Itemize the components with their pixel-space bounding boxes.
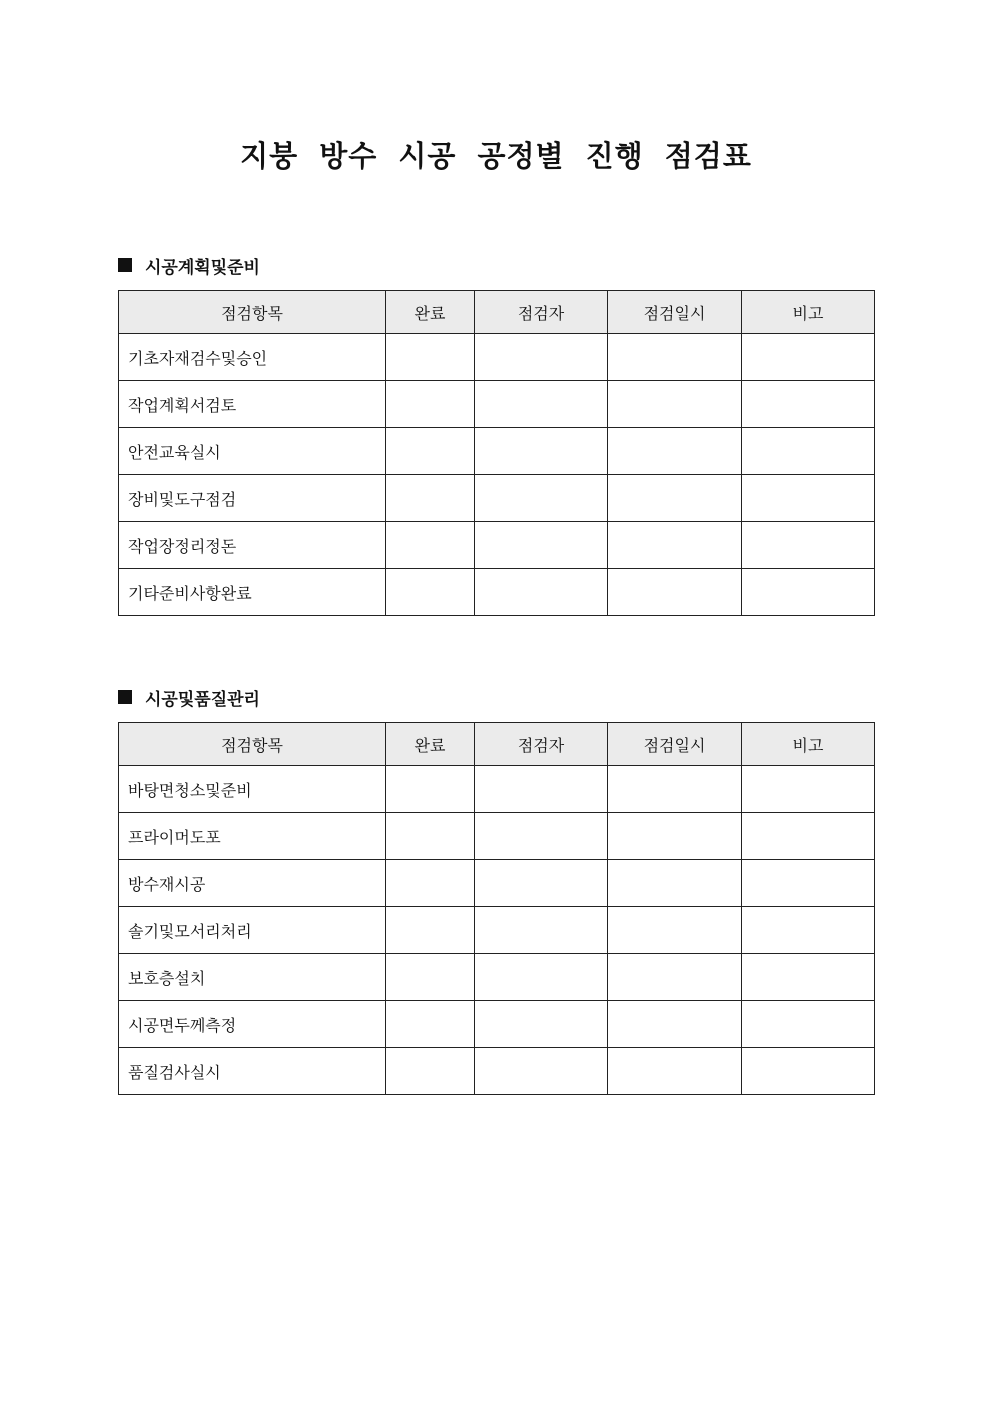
table-row (119, 569, 875, 616)
checklist-table (118, 722, 875, 1095)
check-item: 품질검사실시 (119, 1048, 386, 1095)
date-cell[interactable] (608, 954, 742, 1001)
date-cell[interactable] (608, 334, 742, 381)
check-item: 장비및도구점검 (119, 475, 386, 522)
done-cell[interactable] (386, 475, 475, 522)
table-header-row (119, 291, 875, 334)
column-header: 점검자 (475, 291, 608, 334)
table-row (119, 522, 875, 569)
square-bullet-icon (118, 690, 132, 704)
section-heading-text: 시공계획및준비 (145, 257, 260, 278)
done-cell[interactable] (386, 860, 475, 907)
square-bullet-icon (118, 258, 132, 272)
done-cell[interactable] (386, 1048, 475, 1095)
date-cell[interactable] (608, 860, 742, 907)
done-cell[interactable] (386, 954, 475, 1001)
inspector-cell[interactable] (475, 1048, 608, 1095)
note-cell[interactable] (742, 428, 875, 475)
check-item: 바탕면청소및준비 (119, 766, 386, 813)
check-item: 시공면두께측정 (119, 1001, 386, 1048)
done-cell[interactable] (386, 522, 475, 569)
note-cell[interactable] (742, 522, 875, 569)
column-header: 완료 (386, 723, 475, 766)
section-heading (118, 253, 874, 277)
table-row (119, 381, 875, 428)
date-cell[interactable] (608, 381, 742, 428)
inspector-cell[interactable] (475, 954, 608, 1001)
note-cell[interactable] (742, 1001, 875, 1048)
column-header: 완료 (386, 291, 475, 334)
date-cell[interactable] (608, 813, 742, 860)
column-header: 점검항목 (119, 723, 386, 766)
column-header: 점검일시 (608, 291, 742, 334)
table-row (119, 907, 875, 954)
date-cell[interactable] (608, 1048, 742, 1095)
note-cell[interactable] (742, 907, 875, 954)
inspector-cell[interactable] (475, 522, 608, 569)
check-item: 보호층설치 (119, 954, 386, 1001)
table-row (119, 1001, 875, 1048)
inspector-cell[interactable] (475, 381, 608, 428)
table-header-row (119, 723, 875, 766)
note-cell[interactable] (742, 475, 875, 522)
section-quality (118, 685, 874, 1095)
note-cell[interactable] (742, 381, 875, 428)
date-cell[interactable] (608, 569, 742, 616)
table-row (119, 766, 875, 813)
section-heading (118, 685, 874, 709)
inspector-cell[interactable] (475, 475, 608, 522)
note-cell[interactable] (742, 766, 875, 813)
column-header: 점검항목 (119, 291, 386, 334)
inspector-cell[interactable] (475, 860, 608, 907)
inspector-cell[interactable] (475, 766, 608, 813)
column-header: 점검일시 (608, 723, 742, 766)
section-heading-text: 시공및품질관리 (145, 689, 260, 710)
date-cell[interactable] (608, 522, 742, 569)
check-item: 작업장정리정돈 (119, 522, 386, 569)
date-cell[interactable] (608, 475, 742, 522)
date-cell[interactable] (608, 1001, 742, 1048)
inspector-cell[interactable] (475, 334, 608, 381)
inspector-cell[interactable] (475, 813, 608, 860)
check-item: 안전교육실시 (119, 428, 386, 475)
date-cell[interactable] (608, 907, 742, 954)
inspector-cell[interactable] (475, 428, 608, 475)
table-row (119, 334, 875, 381)
table-row (119, 860, 875, 907)
page-title: 지붕 방수 시공 공정별 진행 점검표 (240, 139, 752, 173)
note-cell[interactable] (742, 860, 875, 907)
done-cell[interactable] (386, 381, 475, 428)
checklist-table (118, 290, 875, 616)
inspector-cell[interactable] (475, 569, 608, 616)
done-cell[interactable] (386, 1001, 475, 1048)
column-header: 비고 (742, 291, 875, 334)
column-header: 점검자 (475, 723, 608, 766)
done-cell[interactable] (386, 813, 475, 860)
note-cell[interactable] (742, 954, 875, 1001)
table-row (119, 954, 875, 1001)
date-cell[interactable] (608, 428, 742, 475)
table-row (119, 475, 875, 522)
check-item: 기타준비사항완료 (119, 569, 386, 616)
done-cell[interactable] (386, 907, 475, 954)
done-cell[interactable] (386, 766, 475, 813)
inspector-cell[interactable] (475, 1001, 608, 1048)
note-cell[interactable] (742, 334, 875, 381)
check-item: 솔기및모서리처리 (119, 907, 386, 954)
table-row (119, 1048, 875, 1095)
done-cell[interactable] (386, 569, 475, 616)
note-cell[interactable] (742, 1048, 875, 1095)
check-item: 작업계획서검토 (119, 381, 386, 428)
date-cell[interactable] (608, 766, 742, 813)
section-preparation (118, 253, 874, 616)
check-item: 프라이머도포 (119, 813, 386, 860)
table-row (119, 428, 875, 475)
done-cell[interactable] (386, 428, 475, 475)
check-item: 기초자재검수및승인 (119, 334, 386, 381)
note-cell[interactable] (742, 813, 875, 860)
check-item: 방수재시공 (119, 860, 386, 907)
inspector-cell[interactable] (475, 907, 608, 954)
table-row (119, 813, 875, 860)
done-cell[interactable] (386, 334, 475, 381)
column-header: 비고 (742, 723, 875, 766)
note-cell[interactable] (742, 569, 875, 616)
